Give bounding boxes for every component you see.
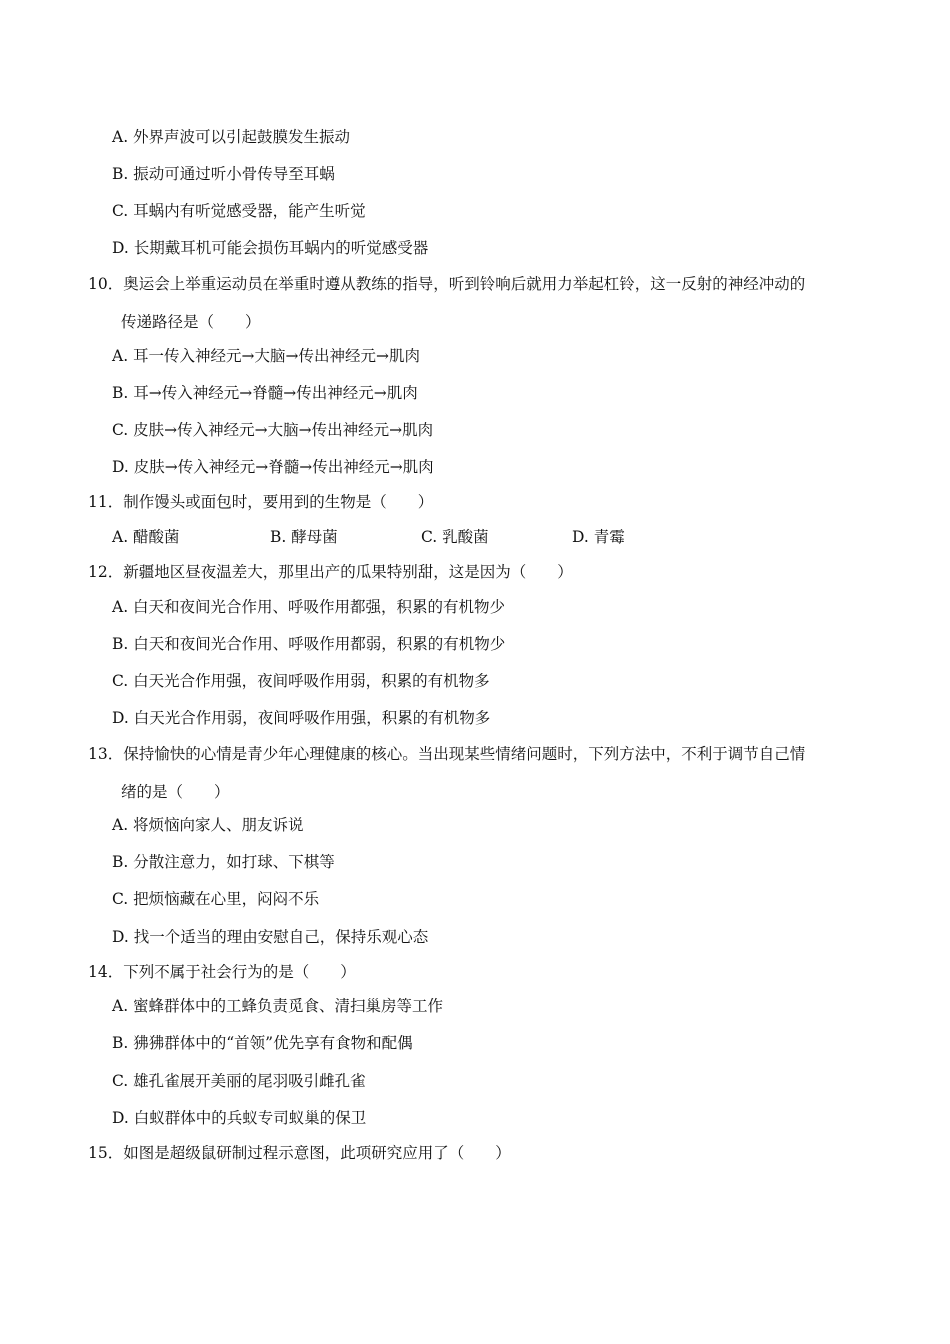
- q12-option-c: C. 白天光合作用强，夜间呼吸作用弱，积累的有机物多: [112, 672, 490, 690]
- q12-option-a: A. 白天和夜间光合作用、呼吸作用都强，积累的有机物少: [112, 598, 506, 616]
- q12-stem: 12．新疆地区昼夜温差大，那里出产的瓜果特别甜，这是因为（ ）: [88, 563, 573, 581]
- q9-option-b: B. 振动可通过听小骨传导至耳蜗: [112, 165, 335, 183]
- q14-option-d: D. 白蚁群体中的兵蚁专司蚁巢的保卫: [112, 1109, 367, 1127]
- q10-option-c: C. 皮肤→传入神经元→大脑→传出神经元→肌肉: [112, 421, 434, 439]
- q9-option-a: A. 外界声波可以引起鼓膜发生振动: [112, 128, 351, 146]
- q15-stem: 15．如图是超级鼠研制过程示意图，此项研究应用了（ ）: [88, 1144, 511, 1162]
- q13-option-b: B. 分散注意力，如打球、下棋等: [112, 853, 335, 871]
- q10-stem-continued: 传递路径是（ ）: [121, 313, 261, 331]
- q10-stem: 10．奥运会上举重运动员在举重时遵从教练的指导，听到铃响后就用力举起杠铃，这一反射的神经冲动的: [88, 275, 806, 293]
- q13-stem: 13．保持愉快的心情是青少年心理健康的核心。当出现某些情绪问题时，下列方法中，不利于调节自己情: [88, 745, 806, 763]
- q14-option-c: C. 雄孔雀展开美丽的尾羽吸引雌孔雀: [112, 1072, 366, 1090]
- q14-stem: 14．下列不属于社会行为的是（ ）: [88, 963, 356, 981]
- q10-option-b: B. 耳→传入神经元→脊髓→传出神经元→肌肉: [112, 384, 418, 402]
- q12-option-b: B. 白天和夜间光合作用、呼吸作用都弱，积累的有机物少: [112, 635, 506, 653]
- q13-option-d: D. 找一个适当的理由安慰自己，保持乐观心态: [112, 928, 429, 946]
- q11-stem: 11．制作馒头或面包时，要用到的生物是（ ）: [88, 493, 434, 511]
- q11-option-b: B. 酵母菌: [270, 528, 338, 546]
- q14-option-b: B. 狒狒群体中的“首领”优先享有食物和配偶: [112, 1034, 413, 1052]
- q10-option-d: D. 皮肤→传入神经元→脊髓→传出神经元→肌肉: [112, 458, 434, 476]
- q13-stem-continued: 绪的是（ ）: [121, 783, 230, 801]
- q13-option-c: C. 把烦恼藏在心里，闷闷不乐: [112, 890, 320, 908]
- q11-option-c: C. 乳酸菌: [421, 528, 489, 546]
- q11-option-a: A. 醋酸菌: [112, 528, 180, 546]
- q9-option-d: D. 长期戴耳机可能会损伤耳蜗内的听觉感受器: [112, 239, 429, 257]
- q9-option-c: C. 耳蜗内有听觉感受器，能产生听觉: [112, 202, 366, 220]
- q11-option-d: D. 青霉: [572, 528, 625, 546]
- q12-option-d: D. 白天光合作用弱，夜间呼吸作用强，积累的有机物多: [112, 709, 491, 727]
- q10-option-a: A. 耳一传入神经元→大脑→传出神经元→肌肉: [112, 347, 421, 365]
- q14-option-a: A. 蜜蜂群体中的工蜂负责觅食、清扫巢房等工作: [112, 997, 444, 1015]
- q13-option-a: A. 将烦恼向家人、朋友诉说: [112, 816, 304, 834]
